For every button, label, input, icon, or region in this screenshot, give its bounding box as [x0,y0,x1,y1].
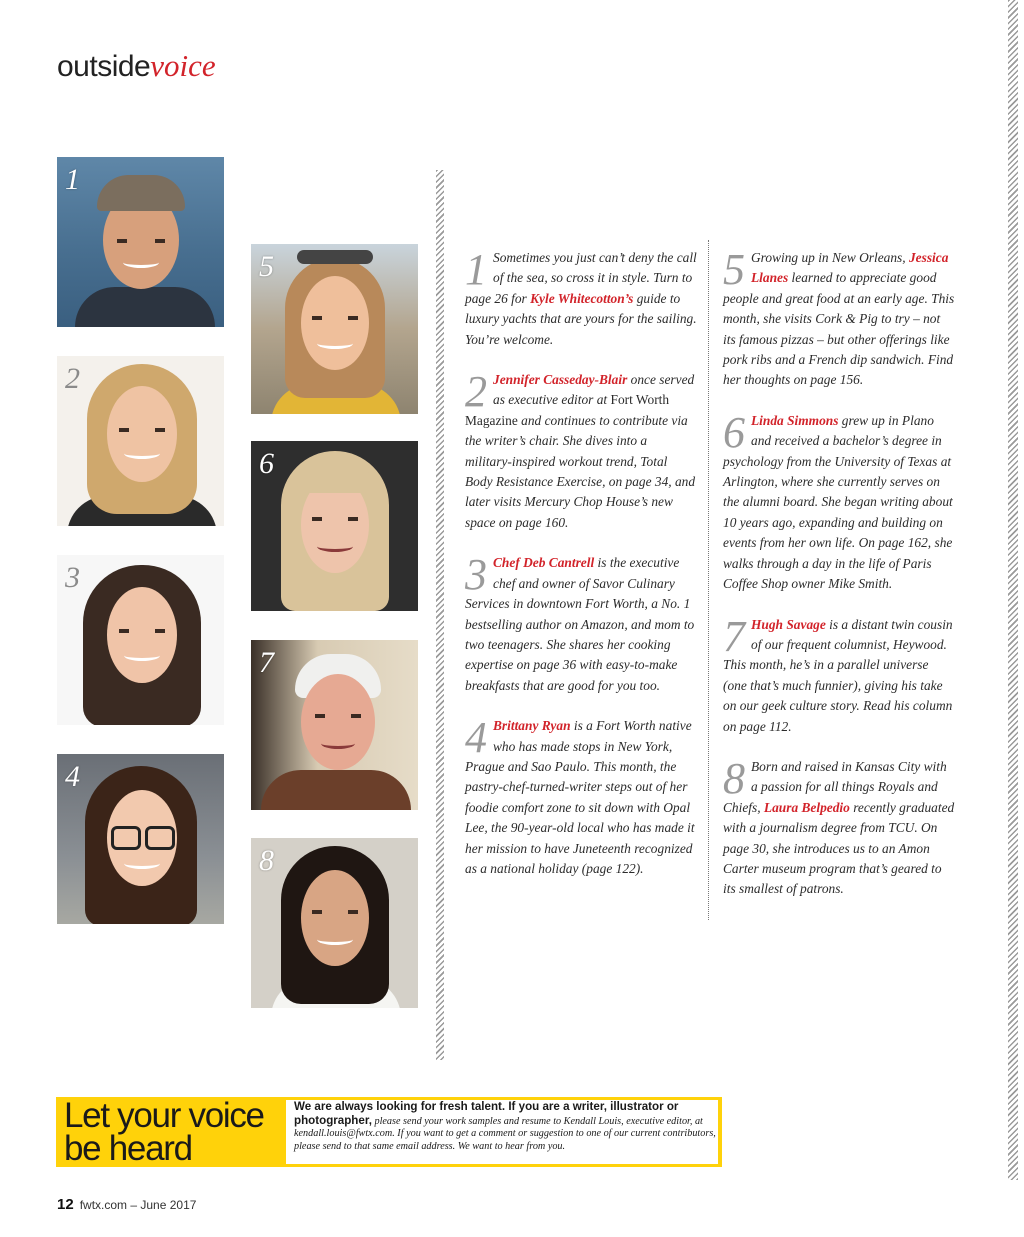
decorative-column-stripe [436,170,444,1060]
photo-number: 1 [65,163,80,196]
bio-text: learned to appreciate good people and great food at an early age. This month, she visits Cork & Pig to try – not its famous pizzas – but other offerings like pork ribs and a French dip sandwich. Find her thoughts on page 156. [723,270,955,388]
photo-number: 8 [259,844,274,877]
bio-dropcap: 2 [465,367,487,417]
bio-dropcap: 4 [465,713,487,763]
footer-text: fwtx.com – June 2017 [79,1198,197,1212]
contributor-photo-7 [251,640,418,810]
bio-text: Growing up in New Orleans, [751,250,909,265]
publication-name: Fort Worth Magazine [465,392,670,428]
bio-7 [723,611,955,737]
photo-number: 6 [259,447,274,480]
photo-number: 5 [259,250,274,283]
contributor-name: Hugh Savage [751,616,826,632]
bio-text: recently graduated with a journalism degree from TCU. On page 30, she introduces us to an Amon Carter museum program that’s geared to its smallest of patrons. [723,799,955,897]
photo-number: 4 [65,760,80,793]
bio-8 [723,753,955,900]
contributor-photo-6 [251,441,418,611]
masthead-voice: voice [150,48,216,83]
photo-number: 7 [259,646,274,679]
bio-dropcap: 3 [465,550,487,600]
bio-text: once served as executive editor at [493,372,695,408]
bio-text: grew up in Plano and received a bachelor’s degree in psychology from the University of Texas at Arlington, where she currently serves on the alumni board. She began writing about 10 years ago, expanding and building on events from her own life. On page 162, she walks through a day in the life of Paris Coffee Shop owner Mike Smith. [723,412,953,592]
masthead-outside: outside [57,50,151,83]
bio-6 [723,407,955,595]
bio-text: Sometimes you just can’t deny the call of the sea, so cross it in style. Turn to page 26 for [465,250,697,306]
contributor-photo-1 [57,157,224,327]
banner-headline-line2: be heard [64,1129,192,1168]
bio-3 [465,550,697,696]
bio-2 [465,367,697,533]
photo-number: 3 [65,561,80,594]
contributor-photo-5 [251,244,418,414]
bio-column-left [465,245,697,899]
contributor-photo-3 [57,555,224,725]
bio-text: is a Fort Worth native who has made stops in New York, Prague and Sao Paulo. This month, the pastry-chef-turned-writer steps out of her foodie comfort zone to sit down with Opal Lee, the 90-year-old local who has made it her mission to have Juneteenth recognized as a national holiday (page 122). [465,718,695,876]
contributor-photo-2 [57,356,224,526]
bio-5 [723,245,955,391]
bio-text: guide to luxury yachts that are yours for the sailing. You’re welcome. [465,290,697,347]
banner-bold-text: We are always looking for fresh talent. If you are a writer, illustrator or photographer, [294,1100,679,1127]
contributor-name: Chef Deb Cantrell [493,555,595,571]
bio-dropcap: 6 [723,407,745,457]
contributor-name: Linda Simmons [751,412,839,428]
bio-dropcap: 8 [723,753,745,803]
contributor-name: Jessica Llanes [751,250,949,286]
page-footer [57,1196,196,1213]
call-for-contributors-banner [56,1097,722,1167]
contributor-photo-4 [57,754,224,924]
contributor-name: Kyle Whitecotton’s [530,290,634,306]
bio-1 [465,245,697,350]
bio-text: is a distant twin cousin of our frequent columnist, Heywood. This month, he’s in a parallel universe (one that’s much funnier), giving his take on our geek culture story. Read his column on page 112. [723,616,953,734]
page-number: 12 [57,1196,74,1213]
bio-4 [465,713,697,879]
contributor-name: Jennifer Casseday-Blair [493,372,628,388]
bio-dropcap: 7 [723,611,745,661]
bio-dropcap: 1 [465,245,487,294]
contributor-photo-8 [251,838,418,1008]
bio-text: is the executive chef and owner of Savor Culinary Services in downtown Fort Worth, a No. 1 bestselling author on Amazon, and mom to two teenagers. She shares her cooking expertise on page 36 with easy-to-make breakfasts that are good for you too. [465,555,695,693]
banner-text [294,1101,720,1153]
bio-dropcap: 5 [723,245,745,294]
banner-headline [64,1096,284,1168]
section-masthead [57,46,216,87]
decorative-edge-stripe [1008,0,1018,1180]
bio-text: and continues to contribute via the writer’s chair. She dives into a military-inspired workout trend, Total Body Resistance Exercise, on page 34, and later visits Mercury Chop House’s new space on page 160. [465,412,696,530]
banner-headline-line1: Let your voice [64,1096,264,1135]
contributor-name: Laura Belpedio [763,799,850,815]
contributor-name: Brittany Ryan [493,718,571,734]
banner-italic-text: please send your work samples and resume to Kendall Louis, executive editor, at kendall.louis@fwtx.com. If you want to get a comment or suggestion to one of our current contributors, please send to that same email address. We want to hear from you. [294,1115,716,1152]
column-divider [708,240,709,920]
photo-number: 2 [65,362,80,395]
bio-text: Born and raised in Kansas City with a passion for all things Royals and Chiefs, [723,758,947,815]
bio-column-right [723,245,955,920]
